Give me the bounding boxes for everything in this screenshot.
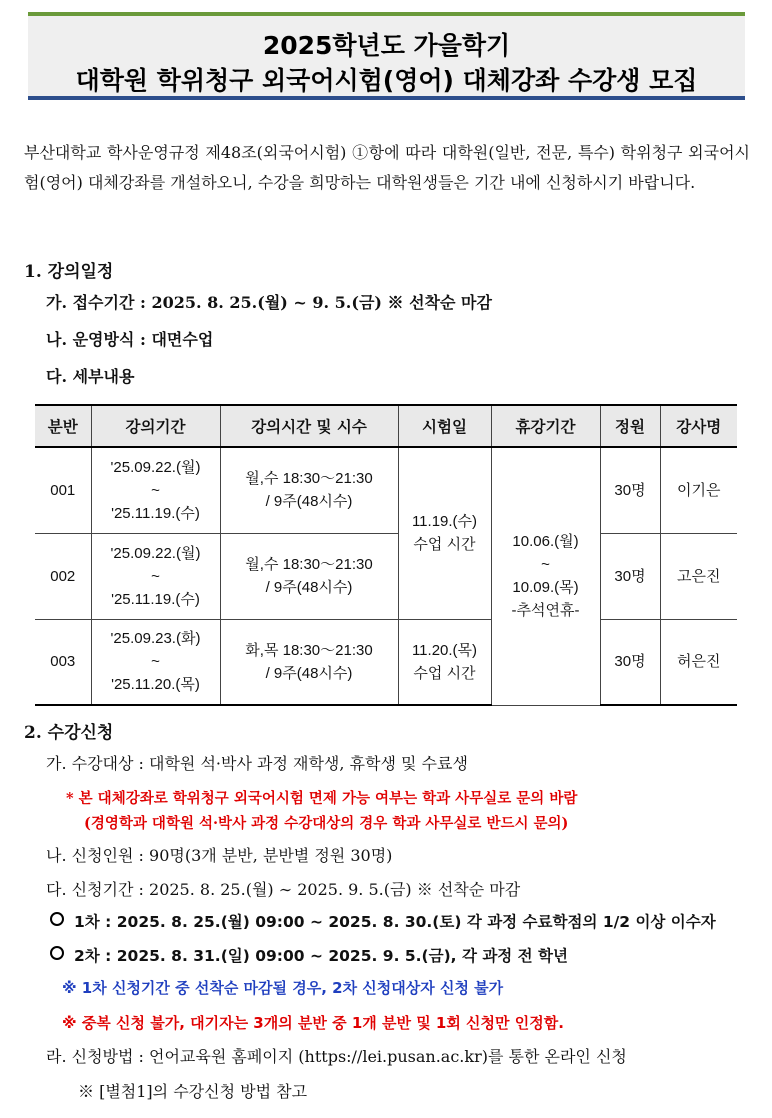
intro-paragraph: 부산대학교 학사운영규정 제48조(외국어시험) ①항에 따라 대학원(일반, 전문, 특수) 학위청구 외국어시험(영어) 대체강좌를 개설하오니, 수강을 희망하는 대학원생들은 기간 내에 신청하시기 바랍니다. [24, 143, 750, 192]
cell-section: 001 [35, 447, 91, 533]
cell-section: 003 [35, 619, 91, 705]
round-2-text: 2차 : 2025. 8. 31.(일) 09:00 ~ 2025. 9. 5.(금), 각 과정 전 학년 [74, 947, 568, 965]
col-header-time: 강의시간 및 시수 [220, 405, 398, 447]
table-header-row [35, 405, 737, 447]
cell-time [220, 619, 398, 705]
col-header-section: 분반 [35, 405, 91, 447]
period-end: '25.11.19.(수) [111, 504, 200, 522]
period-start: '25.09.22.(월) [110, 458, 201, 476]
eligibility: 가. 수강대상 : 대학원 석·박사 과정 재학생, 휴학생 및 수료생 [46, 754, 468, 773]
exemption-note: * 본 대체강좌로 학위청구 외국어시험 면제 가능 여부는 학과 사무실로 문의 바람 [66, 790, 578, 807]
exam-time: 수업 시간 [413, 664, 476, 682]
enrollment-count: 나. 신청인원 : 90명(3개 분반, 분반별 정원 30명) [46, 846, 393, 865]
col-header-capacity: 정원 [600, 405, 660, 447]
round-1-text: 1차 : 2025. 8. 25.(월) 09:00 ~ 2025. 8. 30.(토) 각 과정 수료학점의 1/2 이상 이수자 [74, 913, 716, 931]
circle-bullet-icon [50, 946, 64, 960]
application-period: 가. 접수기간 : 2025. 8. 25.(월) ~ 9. 5.(금) ※ 선착순 마감 [46, 293, 492, 312]
circle-bullet-icon [50, 912, 64, 926]
cell-period [91, 447, 220, 533]
period-start: '25.09.23.(화) [110, 630, 201, 648]
period-tilde: ~ [151, 567, 160, 585]
period-start: '25.09.22.(월) [110, 544, 201, 562]
cell-instructor: 허은진 [660, 619, 737, 705]
section-2-heading: 2. 수강신청 [24, 723, 114, 743]
cell-time [220, 533, 398, 619]
col-header-instructor: 강사명 [660, 405, 737, 447]
title-line-1: 2025학년도 가을학기 [262, 31, 511, 60]
period-tilde: ~ [151, 653, 160, 671]
table-row [35, 619, 737, 705]
application-method: 라. 신청방법 : 언어교육원 홈페이지 (https://lei.pusan.ac.kr)를 통한 온라인 신청 [46, 1047, 627, 1066]
col-header-exam: 시험일 [398, 405, 491, 447]
cell-exam [398, 619, 491, 705]
cell-exam-shared [398, 447, 491, 619]
cell-period [91, 533, 220, 619]
attachment-note: ※ [별첨1]의 수강신청 방법 참고 [78, 1082, 308, 1101]
table-row [35, 447, 737, 533]
table-row [35, 533, 737, 619]
cell-time [220, 447, 398, 533]
business-school-note: (경영학과 대학원 석·박사 과정 수강대상의 경우 학과 사무실로 반드시 문의) [84, 815, 569, 832]
cell-period [91, 619, 220, 705]
exam-date: 11.20.(목) [411, 641, 478, 659]
exam-time: 수업 시간 [413, 536, 476, 554]
title-banner [28, 12, 745, 100]
time-hours: / 9주(48시수) [265, 579, 353, 596]
time-slot: 월,수 18:30～21:30 [245, 556, 373, 573]
cell-capacity: 30명 [600, 447, 660, 533]
period-end: '25.11.19.(수) [111, 590, 200, 608]
first-come-note: ※ 1차 신청기간 중 선착순 마감될 경우, 2차 신청대상자 신청 불가 [62, 979, 504, 997]
col-header-recess: 휴강기간 [491, 405, 600, 447]
cell-instructor: 이기은 [660, 447, 737, 533]
cell-recess [491, 447, 600, 705]
schedule-table [35, 404, 737, 706]
operation-mode: 나. 운영방식 : 대면수업 [46, 330, 214, 349]
recess-reason: -추석연휴- [511, 602, 580, 620]
details-label: 다. 세부내용 [46, 367, 135, 386]
time-hours: / 9주(48시수) [265, 664, 353, 682]
recess-tilde: ~ [541, 556, 550, 574]
duplicate-note: ※ 중복 신청 불가, 대기자는 3개의 분반 중 1개 분반 및 1회 신청만 인정함. [62, 1014, 564, 1032]
period-end: '25.11.20.(목) [111, 676, 200, 694]
cell-instructor: 고은진 [660, 533, 737, 619]
recess-start: 10.06.(월) [512, 533, 579, 551]
recess-end: 10.09.(목) [512, 579, 579, 597]
round-1-item [50, 910, 716, 932]
cell-section: 002 [35, 533, 91, 619]
col-header-period: 강의기간 [91, 405, 220, 447]
cell-capacity: 30명 [600, 619, 660, 705]
period-tilde: ~ [151, 481, 160, 499]
time-slot: 화,목 18:30～21:30 [245, 641, 373, 659]
title-line-2: 대학원 학위청구 외국어시험(영어) 대체강좌 수강생 모집 [75, 66, 698, 95]
exam-date: 11.19.(수) [411, 513, 478, 531]
time-slot: 월,수 18:30～21:30 [245, 470, 373, 488]
round-2-item [50, 944, 568, 966]
time-hours: / 9주(48시수) [265, 493, 353, 511]
section-1-heading: 1. 강의일정 [24, 262, 114, 282]
cell-capacity: 30명 [600, 533, 660, 619]
enrollment-period: 다. 신청기간 : 2025. 8. 25.(월) ∼ 2025. 9. 5.(금) ※ 선착순 마감 [46, 880, 521, 899]
